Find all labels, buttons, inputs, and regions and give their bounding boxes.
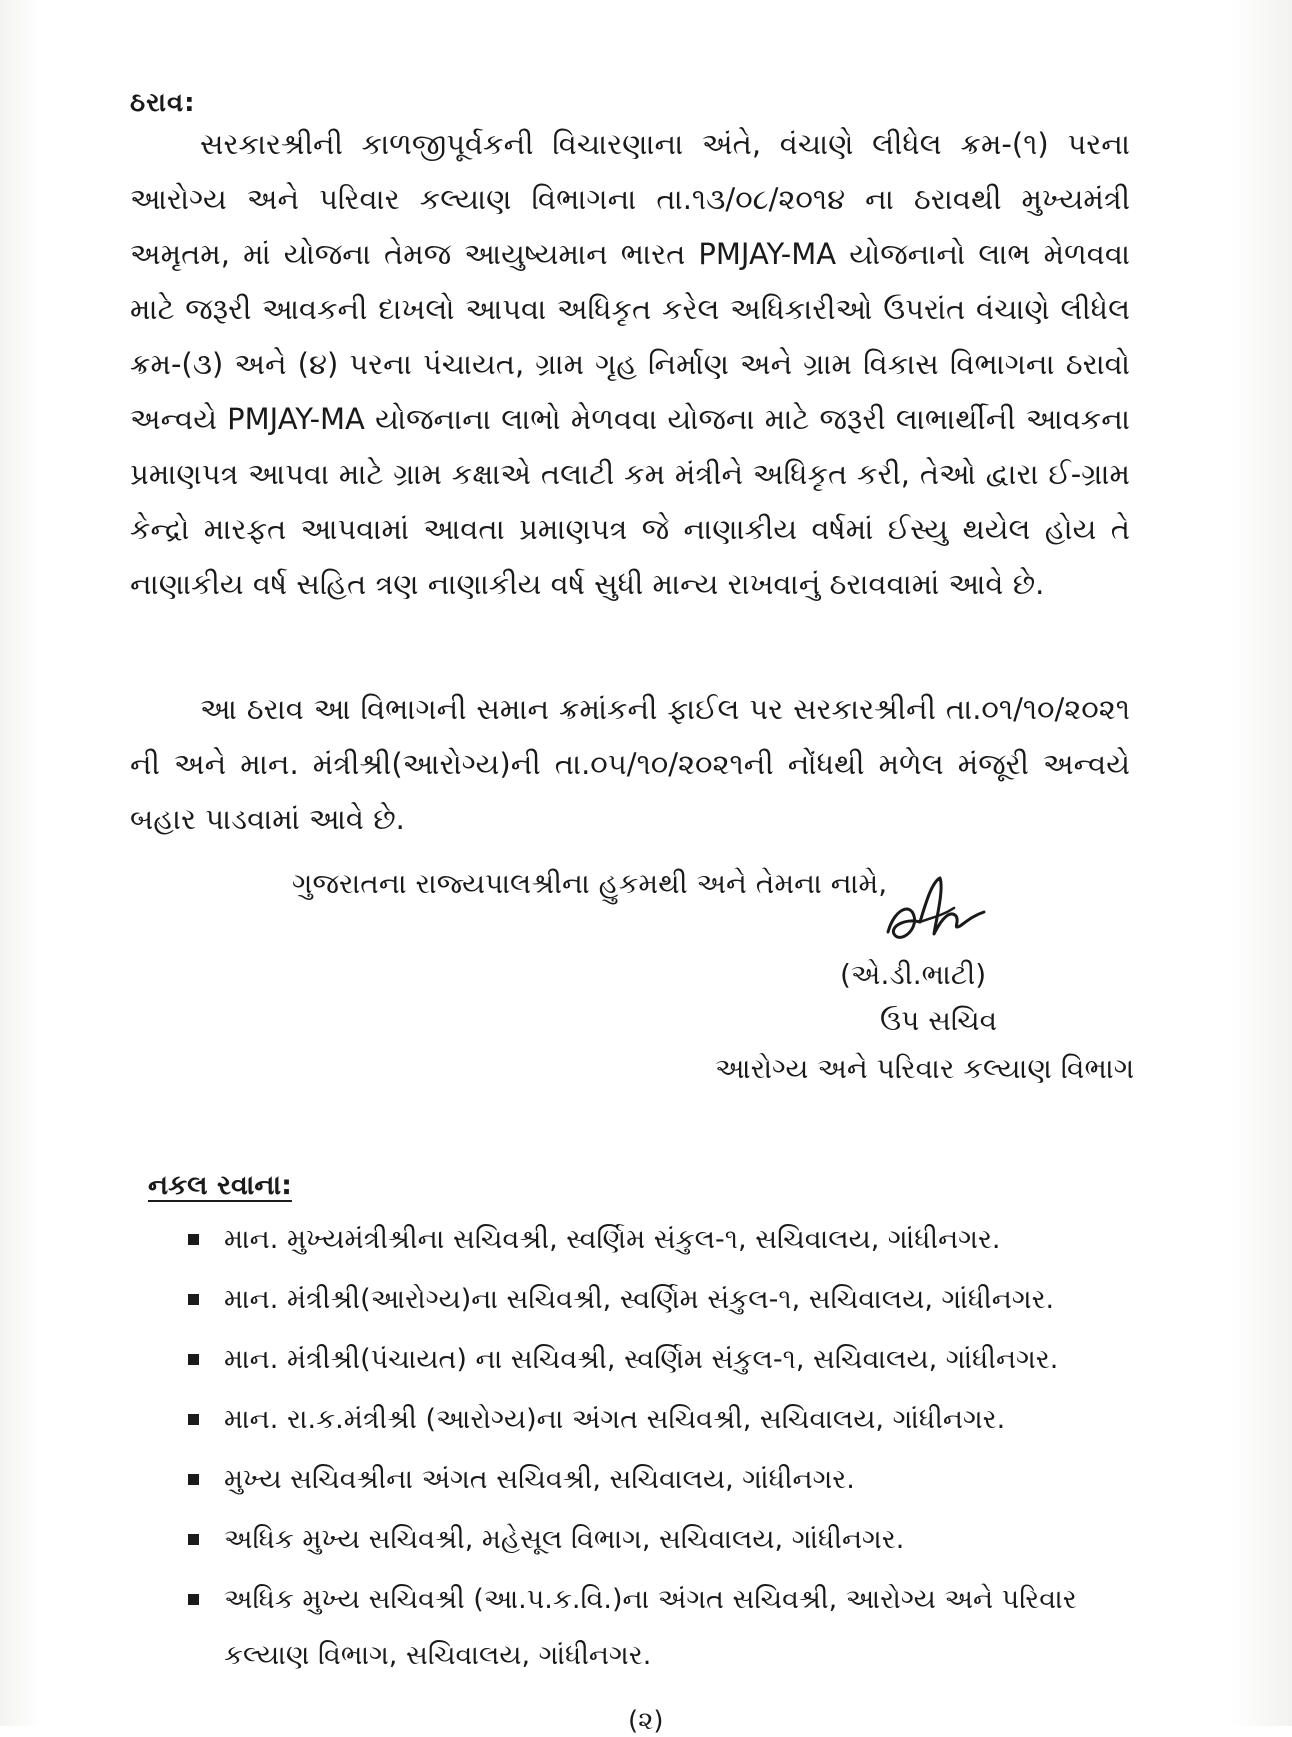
list-item-text: અધિક મુખ્ય સચિવશ્રી (આ.પ.ક.વિ.)ના અંગત સચિવશ્રી, આરોગ્ય અને પરિવાર કલ્યાણ વિભાગ, સચિવાલય, ગાંધીનગર.	[224, 1584, 1077, 1671]
resolution-heading: ઠરાવ:	[130, 88, 196, 118]
bullet-icon	[188, 1234, 199, 1245]
signatory-department: આરોગ્ય અને પરિવાર કલ્યાણ વિભાગ	[715, 1052, 1135, 1085]
bullet-icon	[188, 1354, 199, 1365]
copy-to-list	[188, 1212, 1128, 1688]
handwritten-signature	[880, 872, 990, 958]
signatory-name: (એ.ડી.ભાટી)	[840, 958, 987, 991]
bullet-icon	[188, 1594, 199, 1605]
resolution-text: સરકારશ્રીની કાળજીપૂર્વકની વિચારણાના અંતે, વંચાણે લીધેલ ક્રમ-(૧) પરના આરોગ્ય અને પરિવાર કલ્યાણ વિભાગના તા.૧૩/૦૮/૨૦૧૪ ના ઠરાવથી મુખ્યમંત્રી અમૃતમ, માં યોજના તેમજ આયુષ્યમાન ભારત PMJAY-MA યોજનાનો લાભ મેળવવા માટે જરૂરી આવકની દાખલો આપવા અધિકૃત કરેલ અધિકારીઓ ઉપરાંત વંચાણે લીધેલ ક્રમ-(૩) અને (૪) પરના પંચાયત, ગ્રામ ગૃહ નિર્માણ અને ગ્રામ વિકાસ વિભાગના ઠરાવો અન્વયે PMJAY-MA યોજનાના લાભો મેળવવા યોજના માટે જરૂરી લાભાર્થીની આવકના પ્રમાણપત્ર આપવા માટે ગ્રામ કક્ષાએ તલાટી કમ મંત્રીને અધિકૃત કરી, તેઓ દ્વારા ઈ-ગ્રામ કેન્દ્રો મારફત આપવામાં આવતા પ્રમાણપત્ર જે નાણાકીય વર્ષમાં ઈસ્યુ થયેલ હોય તે નાણાકીય વર્ષ સહિત ત્રણ નાણાકીય વર્ષ સુધી માન્ય રાખવાનું ઠરાવવામાં આવે છે.	[130, 127, 1130, 601]
page-number: (૨)	[628, 1706, 664, 1736]
bullet-icon	[188, 1474, 199, 1485]
list-item-text: માન. રા.ક.મંત્રીશ્રી (આરોગ્ય)ના અંગત સચિવશ્રી, સચિવાલય, ગાંધીનગર.	[224, 1404, 1006, 1435]
approval-text: આ ઠરાવ આ વિભાગની સમાન ક્રમાંકની ફાઈલ પર સરકારશ્રીની તા.૦૧/૧૦/૨૦૨૧ ની અને માન. મંત્રીશ્રી(આરોગ્ય)ની તા.૦૫/૧૦/૨૦૨૧ની નોંધથી મળેલ મંજૂરી અન્વયે બહાર પાડવામાં આવે છે.	[130, 692, 1130, 836]
list-item-text: મુખ્ય સચિવશ્રીના અંગત સચિવશ્રી, સચિવાલય, ગાંધીનગર.	[224, 1464, 855, 1495]
list-item	[188, 1392, 1128, 1448]
list-item-text: અધિક મુખ્ય સચિવશ્રી, મહેસૂલ વિભાગ, સચિવાલય, ગાંધીનગર.	[224, 1524, 905, 1555]
list-item	[188, 1512, 1128, 1568]
bullet-icon	[188, 1534, 199, 1545]
list-item-text: માન. મંત્રીશ્રી(પંચાયત) ના સચિવશ્રી, સ્વર્ણિમ સંકુલ-૧, સચિવાલય, ગાંધીનગર.	[224, 1344, 1059, 1375]
list-item	[188, 1452, 1128, 1508]
resolution-paragraph	[130, 117, 1130, 612]
closing-line: ગુજરાતના રાજ્યપાલશ્રીના હુકમથી અને તેમના નામે,	[292, 867, 888, 900]
bullet-icon	[188, 1414, 199, 1425]
bullet-icon	[188, 1294, 199, 1305]
copy-to-heading: નકલ રવાના:	[148, 1170, 292, 1201]
list-item-text: માન. મુખ્યમંત્રીશ્રીના સચિવશ્રી, સ્વર્ણિમ સંકુલ-૧, સચિવાલય, ગાંધીનગર.	[224, 1224, 1001, 1255]
approval-paragraph	[130, 682, 1130, 847]
list-item	[188, 1212, 1128, 1268]
list-item	[188, 1332, 1128, 1388]
list-item	[188, 1572, 1128, 1684]
signatory-designation: ઉપ સચિવ	[880, 1004, 998, 1037]
list-item-text: માન. મંત્રીશ્રી(આરોગ્ય)ના સચિવશ્રી, સ્વર્ણિમ સંકુલ-૧, સચિવાલય, ગાંધીનગર.	[224, 1284, 1055, 1315]
list-item	[188, 1272, 1128, 1328]
